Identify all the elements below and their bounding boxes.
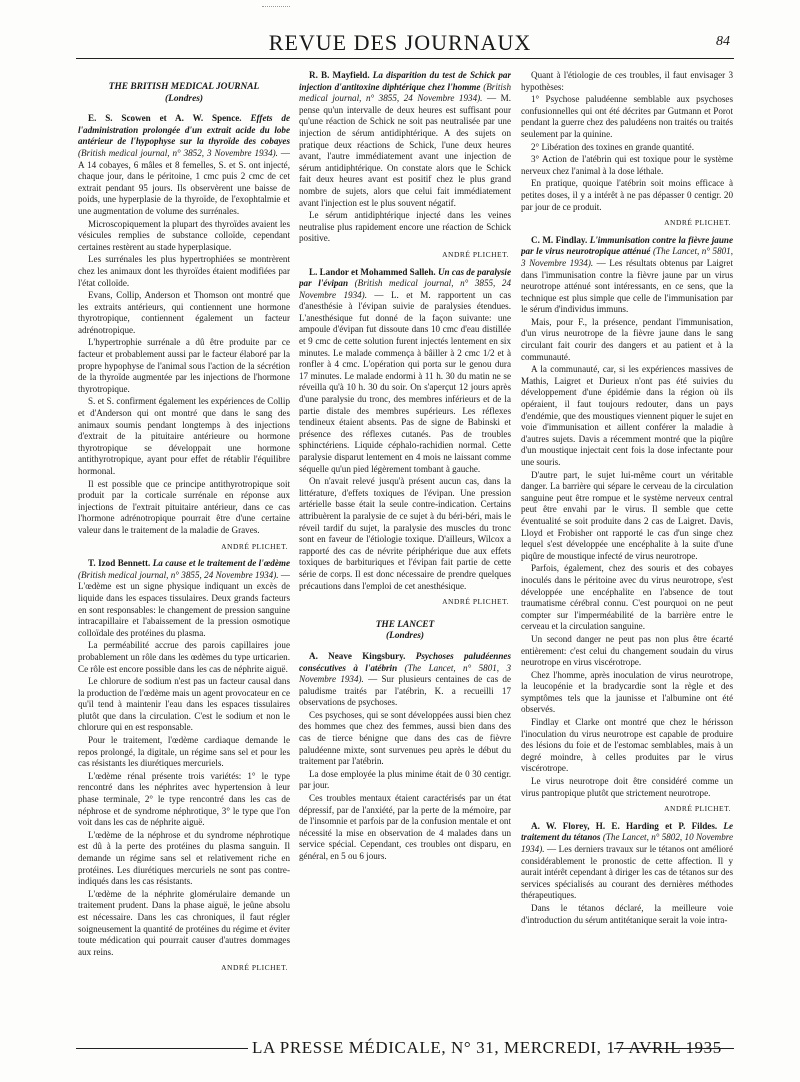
article-paragraph: La perméabilité accrue des parois capillaires joue probablement un rôle dans les œdèmes du type urticarien. Ce rôle est encore possible dans les cas de néphrite aiguë. xyxy=(78,640,290,674)
section-journal-place: (Londres) xyxy=(385,631,425,642)
article-heading xyxy=(299,651,511,709)
article-authors: C. M. Findlay. xyxy=(531,234,588,245)
article-paragraph: Le sérum antidiphtérique injecté dans les veines neutralise plus rapidement encore une réaction de Schick positive. xyxy=(299,210,511,244)
footer-publication-line: LA PRESSE MÉDICALE, N° 31, MERCREDI, 17 AVRIL 1935 xyxy=(252,1038,722,1057)
article-heading xyxy=(299,267,511,476)
article-paragraph: Un second danger ne peut pas non plus être écarté entièrement: c'est celui du changement soudain du virus neurotrope en virus viscérotrope. xyxy=(521,633,733,668)
article-paragraph: Parfois, également, chez des souris et des cobayes inoculés dans le péritoine avec du virus neurotrope, s'est développée une encéphalite en l'absence de tout traumatisme cérébral connu. C'est pourquoi on ne peut compter sur l'imperméabilité de la barrière entre le cerveau et la circulation sanguine. xyxy=(521,563,733,632)
article-paragraph: — Les résultats obtenus par Laigret dans l'immunisation contre la fièvre jaune par un virus neurotrope atténué sont intéressants, en ce sens, que la technique est plus simple que celle de l'immunisation par le sérum d'individus immuns. xyxy=(521,257,733,315)
article-authors: A. W. Florey, H. E. Harding et P. Fildes. xyxy=(531,820,718,831)
article-reference: (The Lancet, n° 5801, 3 Novembre 1934). xyxy=(521,246,733,268)
article-title: Effets de l'administration prolongée d'un extrait acide du lobe antérieur de l'hypophyse sur la thyroïde des cobayes xyxy=(78,113,290,147)
article-paragraph: — L'œdème est un signe physique indiquant un excès de liquide dans les espaces tissulaires. Deux grands facteurs en sont responsables: le changement de pression sanguine intracapillaire et l'abaissement de la pression osmotique colloïdale des protéines du plasma. xyxy=(78,569,290,638)
article-authors: L. Landor et Mohammed Salleh. xyxy=(309,266,436,277)
article-paragraph: Chez l'homme, après inoculation de virus neurotrope, la leucopénie et la bradycardie sont la règle et des symptômes tels que la jaunisse et l'albumine ont été observés. xyxy=(521,669,733,715)
column-3 xyxy=(521,70,733,1032)
article-paragraph: L'œdème rénal présente trois variétés: 1° le type rencontré dans les néphrites avec hypertension à leur phase terminale, 2° le type rencontré dans les cas de néphrose et de syndrome néphrotique, 3° le type que l'on voit dans les cas de néphrite aiguë. xyxy=(78,770,290,828)
article-paragraph: Ces psychoses, qui se sont développées aussi bien chez des hommes que chez des femmes, aussi bien dans des cas de tierce bénigne que dans des cas de fièvre paludéenne mixte, sont survenues peu après le début du traitement par l'atébrin. xyxy=(299,709,511,767)
article-authors: A. Neave Kingsbury. xyxy=(309,650,406,661)
article-reference: (British medical journal, n° 3855, 24 Novembre 1934). xyxy=(78,569,279,580)
article-paragraph: Il est possible que ce principe antithyrotropique soit produit par la corticale surrénale en réponse aux injections de l'extrait pituitaire antérieur, dans ce cas l'hormone adrénotropique pourrait être d'une certaine valeur dans le traitement de la maladie de Graves. xyxy=(78,478,290,535)
article-paragraph: — M. pense qu'un intervalle de deux heures est suffisant pour qu'une réaction de Schick ne soit pas neutralisée par une injection de sérum antidiphtérique. A des sujets on pratique deux réactions de Schick, l'une deux heures avant, l'autre immédiatement avant une injection de sérum antidiphtérique. On constate alors que le Schick fait deux heures avant est positif chez le plus grand nombre de sujets, alors que celui fait immédiatement avant l'injection est le plus souvent négatif. xyxy=(299,93,511,208)
article-paragraph: — Les derniers travaux sur le tétanos ont amélioré considérablement le pronostic de cette affection. Il y aurait intérêt cependant à diriger les cas de tétanos sur des services spécialisés au courant des dernières méthodes thérapeutiques. xyxy=(521,844,733,901)
article-title: Psychoses paludéennes consécutives à l'atébrin xyxy=(299,650,511,673)
section-journal-title: THE LANCET xyxy=(375,619,435,630)
column-2 xyxy=(299,70,511,1032)
article-paragraph: — Sur plusieurs centaines de cas de paludisme traités par l'atébrin, K. a recueilli 17 observations de psychoses. xyxy=(299,674,511,708)
article-paragraph: 2° Libération des toxines en grande quantité. xyxy=(531,141,694,152)
article-paragraph: A la communauté, car, si les expériences massives de Mathis, Laigret et Durieux n'ont pas été suivies du développement d'une épidémie dans la région où ils opéraient, il faut toujours redouter, dans un pays d'endémie, que des moustiques viennent piquer le sujet en voie d'immunisation et aillent conférer la maladie à d'autres sujets. Davis a récemment montré que la piqûre d'un moustique injectait cent fois la dose infectante pour une souris. xyxy=(521,364,733,467)
article-authors: R. B. Mayfield. xyxy=(309,70,370,80)
article-reference: (British medical journal, n° 3855, 24 Novembre 1934). xyxy=(299,278,511,300)
article-reference: (British medical journal, n° 3855, 24 Novembre 1934). xyxy=(299,81,511,104)
article-signature: ANDRÉ PLICHET. xyxy=(221,963,288,973)
page-footer xyxy=(76,1036,734,1060)
footer-rule-right xyxy=(614,1048,734,1049)
article-heading xyxy=(78,558,290,639)
article-authors: T. Izod Bennett. xyxy=(88,558,151,569)
article-title: Le traitement du tétanos xyxy=(521,820,733,843)
article-title: La disparition du test de Schick par injection d'antitoxine diphtérique chez l'homme xyxy=(299,70,511,92)
article-reference: (The Lancet, n° 5801, 3 Novembre 1934). xyxy=(299,662,511,685)
article-signature: ANDRÉ PLICHET. xyxy=(664,804,731,814)
article-paragraph: S. et S. confirment également les expériences de Collip et d'Anderson qui ont montré que dans le sang des animaux soumis pendant longtemps à des injections d'extrait de la pituitaire antérieure ou hormone thyrotropique se développait une hormone antithyrotropique, ayant pour effet de rétablir l'équilibre hormonal. xyxy=(78,396,290,476)
article-paragraph: Les surrénales les plus hypertrophiées se montrèrent chez les animaux dont les thyroïdes étaient modifiées par l'état colloïde. xyxy=(78,254,290,288)
article-authors: E. S. Scowen et A. W. Spence. xyxy=(88,113,242,124)
article-paragraph: Dans le tétanos déclaré, la meilleure voie d'introduction du sérum antitétanique serait la voie intra- xyxy=(521,902,733,925)
article-signature: ANDRÉ PLICHET. xyxy=(442,597,509,607)
article-paragraph: Mais, pour F., la présence, pendant l'immunisation, d'un virus neurotrope de la fièvre jaune dans le sang circulant fait courir des dangers et au patient et à la communauté. xyxy=(521,316,733,362)
article-signature: ANDRÉ PLICHET. xyxy=(442,249,509,259)
article-heading xyxy=(78,113,290,217)
article-paragraph: Findlay et Clarke ont montré que chez le hérisson l'inoculation du virus neurotrope est capable de produire des lésions du foie et de l'estomac semblables, mais à un degré moindre, à celles produites par le virus viscérotrope. xyxy=(521,717,733,774)
article-heading xyxy=(299,70,511,209)
article-title: La cause et le traitement de l'œdème xyxy=(152,558,290,569)
article-signature: ANDRÉ PLICHET. xyxy=(664,218,731,228)
article-paragraph: Microscopiquement la plupart des thyroïdes avaient les vésicules remplies de substance colloïde, cependant certaines restèrent au stade hyperplasique. xyxy=(78,218,290,252)
article-paragraph: L'œdème de la néphrite glomérulaire demande un traitement prudent. Dans la phase aiguë, le jeûne absolu est nécessaire. Dans les cas chroniques, il faut régler soigneusement la quantité de protéines du régime et éviter toute médication qui pourrait causer d'autres dommages aux reins. xyxy=(78,888,290,957)
article-paragraph: L'œdème de la néphrose et du syndrome néphrotique est dû à la perte des protéines du plasma sanguin. Il demande un régime sans sel et relativement riche en protéines. Les diurétiques mercuriels ne sont pas contre-indiqués dans les cas résistants. xyxy=(78,829,290,887)
article-title: Un cas de paralysie par l'évipan xyxy=(299,266,511,289)
page-header-title: REVUE DES JOURNAUX xyxy=(268,30,532,55)
section-journal-title: THE BRITISH MEDICAL JOURNAL xyxy=(108,82,260,92)
article-reference: (The Lancet, n° 5802, 10 Novembre 1934). xyxy=(521,832,733,854)
article-heading xyxy=(521,821,733,902)
article-paragraph: Ces troubles mentaux étaient caractérisés par un état dépressif, par de l'anxiété, par la perte de la mémoire, par de l'insomnie et parfois par de la confusion mentale et ont nécessité la mise en observation de 4 malades dans un service spécial. Cependant, ces troubles ont disparu, en général, en 5 ou 6 jours. xyxy=(299,793,511,861)
article-paragraph: En pratique, quoique l'atébrin soit moins efficace à petites doses, il y a intérêt à ne pas dépasser 0 centigr. 20 par jour de ce produit. xyxy=(521,178,733,212)
article-paragraph: 1° Psychose paludéenne semblable aux psychoses confusionnelles qui ont été décrites par Gutmann et Porot pendant la guerre chez des paludéens non traités ou traités seulement par la quinine. xyxy=(521,94,733,139)
footer-rule-left xyxy=(76,1048,248,1049)
article-paragraph: Pour le traitement, l'œdème cardiaque demande le repos prolongé, la digitale, un régime sans sel et pour les cas résistants les diurétiques mercuriels. xyxy=(78,735,290,769)
article-paragraph: — A 14 cobayes, 6 mâles et 8 femelles, S. et S. ont injecté, chaque jour, dans le péritoine, 1 cmc puis 2 cmc de cet extrait pendant 95 jours. Ils observèrent une baisse de poids, une hyperplasie de la thyroïde, de l'exophtalmie et une augmentation de volume des surrénales. xyxy=(78,147,290,216)
article-paragraph: — L. et M. rapportent un cas d'anesthésie à l'évipan suivie de paralysies étendues. L'anesthésique fut donné de la façon suivante: une ampoule d'évipan fut dissoute dans 10 cmc d'eau distillée et 9 cmc de cette solution furent injectés lentement en six minutes. Le malade commença à bâiller à 2 cmc 1/2 et à ronfler à 4 cmc. L'opération qui porta sur le genou dura 17 minutes. Le malade endormi à 11 h. 30 du matin ne se réveilla qu'à 10 h. 30 du soir. On s'aperçut 12 jours après d'une paralysie du tronc, des membres inférieurs et de la partie distale des membres supérieurs. Les réflexes tendineux étaient absents. Pas de signe de Babinski et présence des réflexes cutanés. Pas de troubles sphinctériens. Liquide céphalo-rachidien normal. Cette paralysie disparut lentement en 4 mois ne laissant comme séquelle qu'un pied légèrement tombant à gauche. xyxy=(299,289,511,474)
page-number: 84 xyxy=(716,34,730,49)
article-paragraph: L'hypertrophie surrénale a dû être produite par ce facteur et probablement aussi par le facteur élaboré par la propre hypophyse de l'animal sous l'action de la sécrétion de la thyroïde augmentée par les injections de l'hormone thyrotropique. xyxy=(78,337,290,394)
article-reference: (British medical journal, n° 3852, 3 Novembre 1934). xyxy=(78,147,278,158)
article-paragraph: 3° Action de l'atébrin qui est toxique pour le système nerveux chez l'animal à la dose léthale. xyxy=(521,154,733,176)
article-paragraph: La dose employée la plus minime était de 0 30 centigr. par jour. xyxy=(299,768,511,791)
ink-mark xyxy=(262,6,290,11)
article-paragraph: Evans, Collip, Anderson et Thomson ont montré que les extraits antérieurs, qui contiennent une hormone thyrotropique, contiennent également un facteur adrénotropique. xyxy=(78,290,290,335)
article-paragraph: D'autre part, le sujet lui-même court un véritable danger. La barrière qui sépare le cerveau de la circulation sanguine peut être rompue et le système nerveux central peut être envahi par le virus. Il semble que cette éventualité se soit produite dans 2 cas de Laigret. Davis, Lloyd et Frobisher ont rapporté le cas d'un singe chez lequel s'est développée une encéphalite à la suite d'une piqûre de moustique infecté de virus neurotrope. xyxy=(521,469,733,561)
column-1 xyxy=(78,70,290,1032)
header-rule xyxy=(76,58,734,59)
article-paragraph: Le virus neurotrope doit être considéré comme un virus pantropique plutôt que strictement neurotrope. xyxy=(521,776,733,798)
article-title: L'immunisation contre la fièvre jaune par le virus neurotropique atténué xyxy=(521,234,733,257)
article-paragraph: On n'avait relevé jusqu'à présent aucun cas, dans la littérature, d'effets toxiques de l'évipan. Une pression artérielle basse était la seule contre-indication. Certains attribuèrent la paralysie de ce sujet à du béri-béri, mais le réveil tardif du sujet, la paralysie des muscles du tronc sont en faveur de l'étiologie toxique. D'ailleurs, Wilcox a rapporté des cas de névrite périphérique due aux effets toxiques de barbituriques et l'évipan fait partie de cette série de corps. Il est donc nécessaire de prendre quelques précautions dans l'emploi de cet anesthésique. xyxy=(299,476,511,591)
article-heading xyxy=(521,235,733,316)
article-signature: ANDRÉ PLICHET. xyxy=(221,541,288,551)
section-journal-place: (Londres) xyxy=(164,93,204,104)
article-paragraph: Quant à l'étiologie de ces troubles, il faut envisager 3 hypothèses: xyxy=(521,70,733,92)
article-paragraph: Le chlorure de sodium n'est pas un facteur causal dans la production de l'œdème mais un agent provocateur en ce qu'il tend à maintenir l'eau dans les espaces tissulaires plutôt que dans la circulation. C'est le sodium et non le chlorure qui en est responsable. xyxy=(78,676,290,733)
